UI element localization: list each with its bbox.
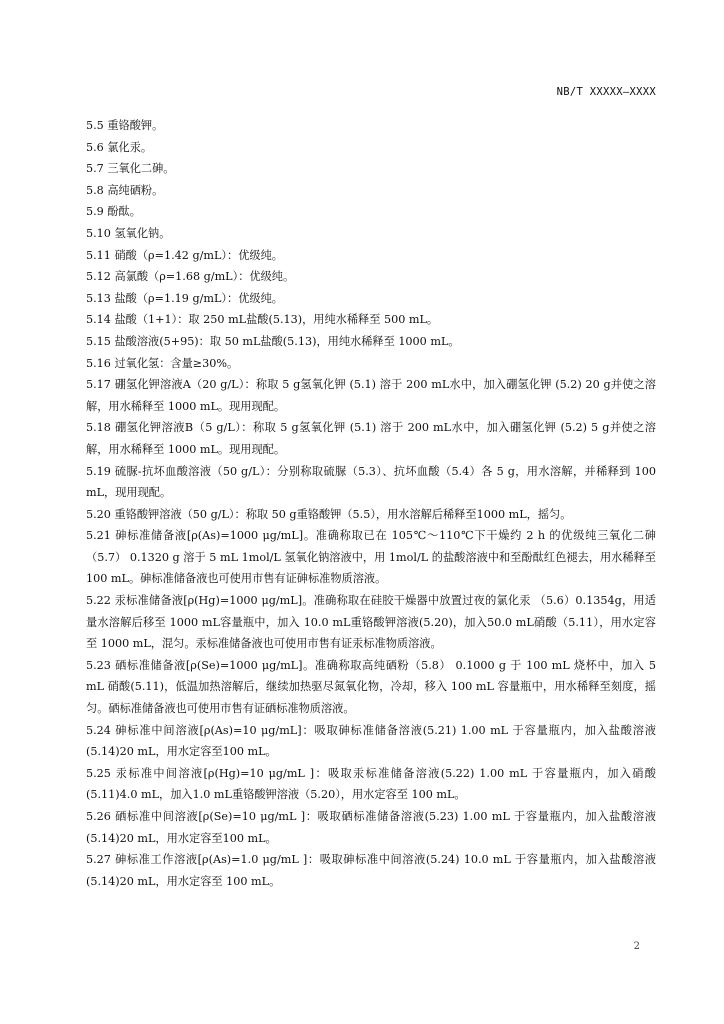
list-item: 5.15 盐酸溶液(5+95)：取 50 mL盐酸(5.13)，用纯水稀释至 1000 mL。 <box>86 334 460 348</box>
list-item: 5.24 砷标准中间溶液[ρ(As)=10 μg/mL]：吸取砷标准储备溶液(5.21) 1.00 mL 于容量瓶内，加入盐酸溶液(5.14)20 mL，用水定容至100 mL。 <box>86 723 656 759</box>
list-item: 5.21 砷标准储备液[ρ(As)=1000 μg/mL]。准确称取已在 105℃～110℃下干燥约 2 h 的优级纯三氧化二砷（5.7） 0.1320 g 溶于 5 mL 1mol/L 氢氧化钠溶液中，用 1mol/L 的盐酸溶液中和至酚酞红色褪去，用水稀释至 100 mL。砷标准储备液也可使用市售有证砷标准物质溶液。 <box>86 529 656 586</box>
list-item: 5.20 重铬酸钾溶液（50 g/L）：称取 50 g重铬酸钾（5.5），用水溶解后稀释至1000 mL，摇匀。 <box>86 507 572 521</box>
document-code: NB/T XXXXX—XXXX <box>556 86 656 98</box>
list-item: 5.25 汞标准中间溶液[ρ(Hg)=10 μg/mL ]：吸取汞标准储备溶液(5.22) 1.00 mL 于容量瓶内，加入硝酸(5.11)4.0 mL，加入1.0 mL重铬酸钾溶液（5.20），用水定容至 100 mL。 <box>86 766 656 802</box>
list-item: 5.17 硼氢化钾溶液A（20 g/L）：称取 5 g氢氧化钾 (5.1) 溶于 200 mL水中，加入硼氢化钾 (5.2) 20 g并使之溶解，用水稀释至 1000 mL。现用现配。 <box>86 378 656 413</box>
list-item: 5.7 三氧化二砷。 <box>86 162 175 176</box>
list-item: 5.5 重铬酸钾。 <box>86 119 164 132</box>
list-item: 5.27 砷标准工作溶液[ρ(As)=1.0 μg/mL ]：吸取砷标准中间溶液(5.24) 10.0 mL 于容量瓶内，加入盐酸溶液(5.14)20 mL，用水定容至 100 mL。 <box>86 853 656 888</box>
list-item: 5.22 汞标准储备液[ρ(Hg)=1000 μg/mL]。准确称取在硅胶干燥器中放置过夜的氯化汞 （5.6）0.1354g，用适量水溶解后移至 1000 mL容量瓶中，加入 10.0 mL重铬酸钾溶液(5.20)，加入50.0 mL硝酸（5.11），用水定容至 1000 mL，混匀。汞标准储备液也可使用市售有证汞标准物质溶液。 <box>86 594 656 651</box>
list-item: 5.26 硒标准中间溶液[ρ(Se)=10 μg/mL ]：吸取硒标准储备溶液(5.23) 1.00 mL 于容量瓶内，加入盐酸溶液(5.14)20 mL，用水定容至100 mL。 <box>86 810 656 845</box>
list-item: 5.12 高氯酸（ρ=1.68 g/mL）：优级纯。 <box>86 270 295 284</box>
list-item: 5.13 盐酸（ρ=1.19 g/mL）：优级纯。 <box>86 291 283 305</box>
list-item: 5.10 氢氧化钠。 <box>86 226 171 240</box>
list-item: 5.9 酚酞。 <box>86 205 141 219</box>
list-item: 5.18 硼氢化钾溶液B（5 g/L）：称取 5 g氢氧化钾 (5.1) 溶于 200 mL水中，加入硼氢化钾 (5.2) 5 g并使之溶解，用水稀释至 1000 mL。现用现配。 <box>86 421 656 456</box>
list-item: 5.11 硝酸（ρ=1.42 g/mL）：优级纯。 <box>86 248 283 262</box>
list-item: 5.16 过氧化氢：含量≥30%。 <box>86 356 239 370</box>
list-item: 5.6 氯化汞。 <box>86 140 153 154</box>
page-number: 2 <box>633 941 640 952</box>
list-item: 5.23 硒标准储备液[ρ(Se)=1000 μg/mL]。准确称取高纯硒粉（5.8） 0.1000 g 于 100 mL 烧杯中，加入 5 mL 硝酸(5.11)，低温加热溶解后，继续加热驱尽氮氧化物，冷却，移入 100 mL 容量瓶中，用水稀释至刻度，摇匀。硒标准储备液也可使用市售有证硒标准物质溶液。 <box>86 658 656 716</box>
list-item: 5.8 高纯硒粉。 <box>86 183 164 197</box>
list-item: 5.14 盐酸（1+1）：取 250 mL盐酸(5.13)，用纯水稀释至 500 mL。 <box>86 313 439 327</box>
list-item: 5.19 硫脲-抗坏血酸溶液（50 g/L）：分别称取硫脲（5.3）、抗坏血酸（5.4）各 5 g，用水溶解，并稀释到 100 mL，现用现配。 <box>86 464 656 500</box>
document-body <box>86 115 656 892</box>
